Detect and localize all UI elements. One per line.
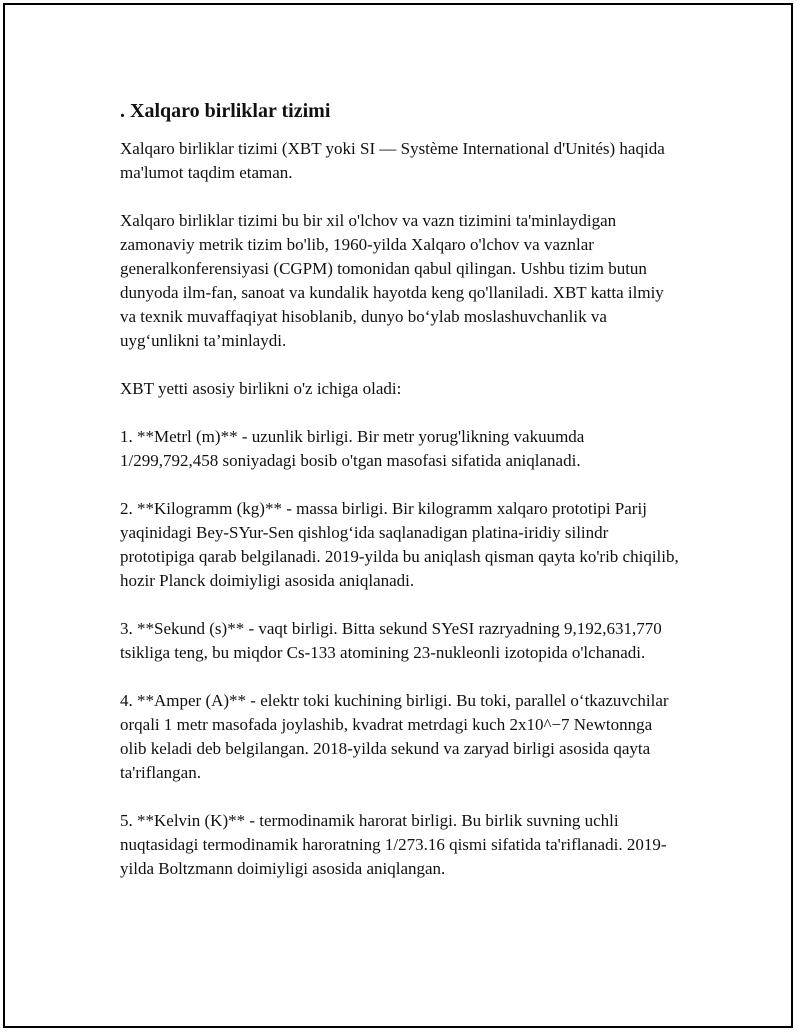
unit-item-second: 3. **Sekund (s)** - vaqt birligi. Bitta sekund SYeSI razryadning 9,192,631,770 tsikliga teng, bu miqdor Cs-133 atomining 23-nukleonli izotopida o'lchanadi. xyxy=(120,619,662,662)
document-page xyxy=(3,3,793,1028)
units-intro-paragraph: XBT yetti asosiy birlikni o'z ichiga oladi: xyxy=(120,379,402,398)
unit-item-kilogram: 2. **Kilogramm (kg)** - massa birligi. Bir kilogramm xalqaro prototipi Parij yaqinidagi Bey-SYur-Sen qishlog‘ida saqlanadigan platina-iridiy silindr prototipiga qarab belgilanadi. 2019-yilda bu aniqlash qisman qayta ko'rib chiqilib, hozir Planck doimiyligi asosida aniqlanadi. xyxy=(120,499,679,590)
unit-item-metre: 1. **Metrl (m)** - uzunlik birligi. Bir metr yorug'likning vakuumda 1/299,792,458 soniyadagi bosib o'tgan masofasi sifatida aniqlanadi. xyxy=(120,427,585,470)
document-title: . Xalqaro birliklar tizimi xyxy=(120,100,331,122)
document-body xyxy=(120,97,680,905)
unit-item-kelvin: 5. **Kelvin (K)** - termodinamik harorat birligi. Bu birlik suvning uchli nuqtasidagi termodinamik haroratning 1/273.16 qismi sifatida ta'riflanadi. 2019-yilda Boltzmann doimiyligi asosida aniqlangan. xyxy=(120,811,667,878)
description-paragraph: Xalqaro birliklar tizimi bu bir xil o'lchov va vazn tizimini ta'minlaydigan zamonaviy metrik tizim bo'lib, 1960-yilda Xalqaro o'lchov va vaznlar generalkonferensiyasi (CGPM) tomonidan qabul qilingan. Ushbu tizim butun dunyoda ilm-fan, sanoat va kundalik hayotda keng qo'llaniladi. XBT katta ilmiy va texnik muvaffaqiyat hisoblanib, dunyo bo‘ylab moslashuvchanlik va uyg‘unlikni ta’minlaydi. xyxy=(120,211,664,350)
unit-item-ampere: 4. **Amper (A)** - elektr toki kuchining birligi. Bu toki, parallel o‘tkazuvchilar orqali 1 metr masofada joylashib, kvadrat metrdagi kuch 2x10^−7 Newtonnga olib keladi deb belgilangan. 2018-yilda sekund va zaryad birligi asosida qayta ta'riflangan. xyxy=(120,691,669,782)
intro-paragraph: Xalqaro birliklar tizimi (XBT yoki SI — Système International d'Unités) haqida ma'lumot taqdim etaman. xyxy=(120,139,665,182)
